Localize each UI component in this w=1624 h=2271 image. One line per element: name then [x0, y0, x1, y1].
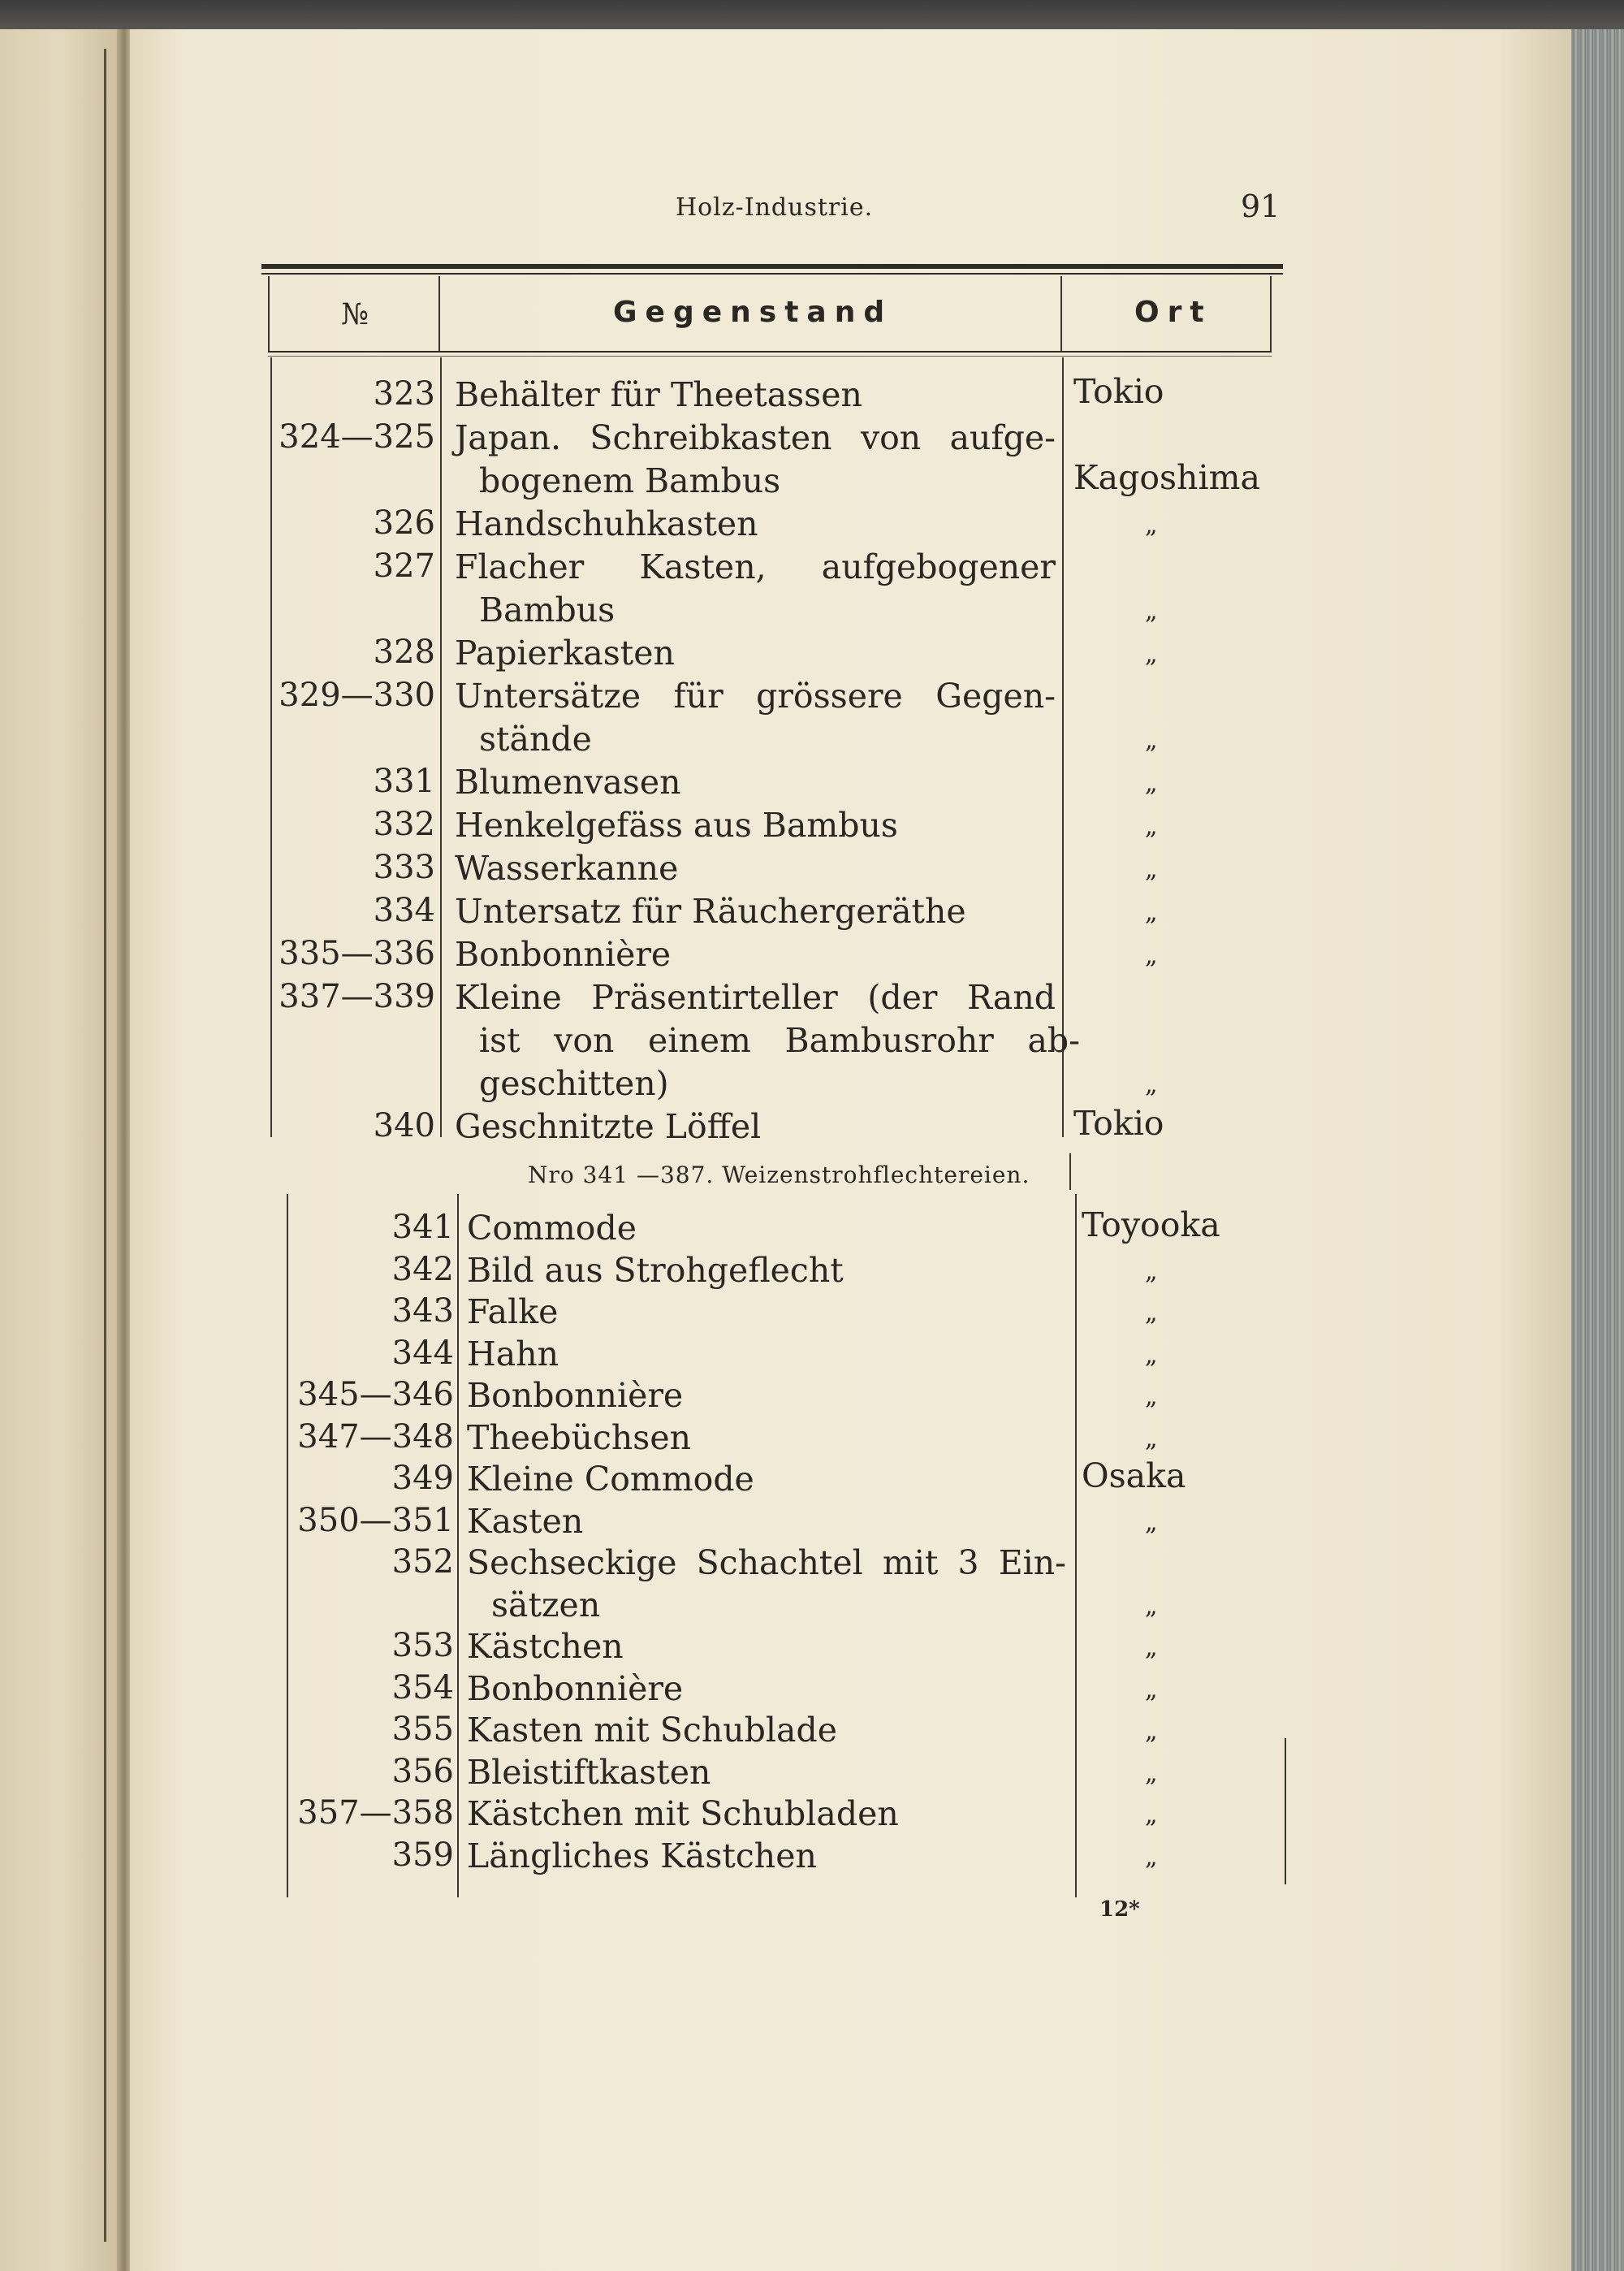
- row-item-text: Bonbonnière: [467, 1376, 684, 1415]
- row-place-ditto: „: [1145, 769, 1158, 798]
- row-place: Osaka: [1082, 1456, 1186, 1495]
- header-bottom-rule-thin: [268, 356, 1272, 357]
- row-item-text: Japan. Schreibkasten von aufge-: [455, 418, 1056, 457]
- running-head: Holz-Industrie.: [676, 193, 874, 222]
- row-place-ditto: „: [1145, 1508, 1158, 1537]
- row-place-ditto: „: [1145, 812, 1158, 841]
- row-place-ditto: „: [1145, 1591, 1158, 1620]
- row-item-text: Geschnitzte Löffel: [455, 1107, 762, 1146]
- row-item-text: Wasserkanne: [455, 849, 679, 888]
- header-number: №: [341, 298, 369, 331]
- left-page-edge: [0, 29, 120, 2271]
- row-number: 342: [391, 1250, 454, 1288]
- row-item-text: Längliches Kästchen: [467, 1836, 817, 1875]
- row-place-ditto: „: [1145, 1842, 1158, 1871]
- row-item-text: Commode: [467, 1209, 637, 1248]
- column-divider: [1069, 1153, 1071, 1190]
- book-page: [130, 29, 1571, 2271]
- row-number: 357—358: [297, 1794, 454, 1832]
- column-divider: [1075, 1194, 1077, 1897]
- column-divider: [270, 357, 272, 1137]
- row-item-text: Blumenvasen: [455, 763, 681, 802]
- row-place-ditto: „: [1145, 1717, 1158, 1745]
- column-divider: [1062, 357, 1064, 1137]
- row-item-text: Papierkasten: [455, 634, 675, 673]
- row-number: 355: [391, 1711, 454, 1748]
- row-item-text: Untersätze für grössere Gegen-: [455, 677, 1056, 716]
- column-divider: [440, 357, 442, 1137]
- row-item-text: stände: [479, 720, 592, 759]
- row-number: 328: [373, 634, 435, 671]
- row-item-text: geschitten): [479, 1064, 669, 1103]
- row-place-ditto: „: [1145, 1675, 1158, 1704]
- row-item-text: Flacher Kasten, aufgebogener: [455, 547, 1056, 586]
- row-place: Kagoshima: [1073, 458, 1260, 497]
- row-place-ditto: „: [1145, 1340, 1158, 1369]
- header-gegenstand: Gegenstand: [613, 296, 893, 329]
- row-item-text: bogenem Bambus: [479, 461, 781, 500]
- row-item-text: Kästchen: [467, 1627, 624, 1666]
- row-place-ditto: „: [1145, 1071, 1158, 1099]
- row-number: 340: [373, 1107, 435, 1144]
- row-item-text: Kasten: [467, 1501, 584, 1541]
- row-item-text: Bonbonnière: [467, 1668, 684, 1708]
- row-item-text: Theebüchsen: [467, 1417, 692, 1457]
- column-divider: [1270, 276, 1272, 351]
- row-number: 329—330: [279, 677, 435, 714]
- row-item-text: Bild aus Strohgeflecht: [467, 1250, 844, 1290]
- row-place-ditto: „: [1145, 640, 1158, 668]
- row-number: 344: [391, 1334, 454, 1372]
- row-number: 356: [391, 1752, 454, 1790]
- signature-mark: 12*: [1099, 1897, 1140, 1922]
- row-place-ditto: „: [1145, 855, 1158, 884]
- row-item-text: Kästchen mit Schubladen: [467, 1794, 899, 1833]
- row-place: Toyooka: [1082, 1205, 1220, 1244]
- row-place-ditto: „: [1145, 1801, 1158, 1829]
- left-page-margin-line: [104, 49, 106, 2242]
- row-number: 332: [373, 806, 435, 843]
- row-place-ditto: „: [1145, 1633, 1158, 1662]
- row-item-text: Kleine Präsentirteller (der Rand: [455, 978, 1056, 1017]
- column-divider: [268, 276, 270, 351]
- row-place-ditto: „: [1145, 1424, 1158, 1453]
- row-number: 347—348: [297, 1417, 454, 1456]
- row-number: 324—325: [279, 418, 435, 456]
- row-item-text: Untersatz für Räuchergeräthe: [455, 892, 966, 931]
- row-number: 354: [391, 1668, 454, 1706]
- row-item-text: Henkelgefäss aus Bambus: [455, 806, 898, 845]
- row-number: 334: [373, 892, 435, 929]
- row-number: 331: [373, 763, 435, 800]
- row-number: 333: [373, 849, 435, 886]
- row-place-ditto: „: [1145, 1382, 1158, 1411]
- row-number: 352: [391, 1543, 454, 1581]
- row-place-ditto: „: [1145, 1257, 1158, 1286]
- row-number: 343: [391, 1292, 454, 1330]
- row-place-ditto: „: [1145, 1758, 1158, 1788]
- scan-background-top: [0, 0, 1624, 32]
- table-top-rule: [261, 264, 1283, 269]
- row-item-text: Kleine Commode: [467, 1460, 754, 1499]
- row-number: 350—351: [297, 1501, 454, 1539]
- table-top-rule-thin: [261, 273, 1283, 275]
- header-bottom-rule: [268, 351, 1272, 353]
- row-place-ditto: „: [1145, 1299, 1158, 1327]
- row-place: Tokio: [1073, 372, 1164, 411]
- row-item-text: Bleistiftkasten: [467, 1752, 711, 1792]
- row-number: 326: [373, 504, 435, 542]
- row-place-ditto: „: [1145, 941, 1158, 970]
- header-ort: Ort: [1134, 296, 1212, 329]
- row-number: 353: [391, 1627, 454, 1664]
- row-item-text: Kasten mit Schublade: [467, 1711, 837, 1750]
- column-divider: [1060, 276, 1062, 351]
- column-divider: [287, 1194, 288, 1897]
- row-number: 345—346: [297, 1376, 454, 1413]
- page-number: 91: [1241, 188, 1281, 224]
- row-number: 327: [373, 547, 435, 585]
- row-number: 323: [373, 375, 435, 413]
- row-item-text: Falke: [467, 1292, 559, 1331]
- row-number: 349: [391, 1460, 454, 1497]
- row-item-text: Handschuhkasten: [455, 504, 758, 543]
- row-item-text: Hahn: [467, 1334, 559, 1373]
- section-heading: Nro 341 —387. Weizenstrohflechtereien.: [528, 1161, 1030, 1188]
- row-place-ditto: „: [1145, 898, 1158, 927]
- column-divider: [438, 276, 440, 351]
- row-item-text: sätzen: [491, 1585, 601, 1624]
- row-place-ditto: „: [1145, 511, 1158, 539]
- row-place: Tokio: [1073, 1104, 1164, 1143]
- row-place-ditto: „: [1145, 597, 1158, 625]
- page-block-edge: [1571, 29, 1624, 2271]
- row-item-text: Bonbonnière: [455, 935, 672, 974]
- column-divider: [1285, 1738, 1286, 1884]
- row-item-text: Sechseckige Schachtel mit 3 Ein-: [467, 1543, 1066, 1582]
- row-number: 337—339: [279, 978, 435, 1015]
- row-item-text: ist von einem Bambusrohr ab-: [479, 1021, 1080, 1060]
- column-divider: [457, 1194, 459, 1897]
- row-number: 359: [391, 1836, 454, 1874]
- row-number: 335—336: [279, 935, 435, 972]
- row-item-text: Bambus: [479, 590, 615, 629]
- row-number: 341: [391, 1209, 454, 1246]
- row-item-text: Behälter für Theetassen: [455, 375, 862, 414]
- row-place-ditto: „: [1145, 726, 1158, 755]
